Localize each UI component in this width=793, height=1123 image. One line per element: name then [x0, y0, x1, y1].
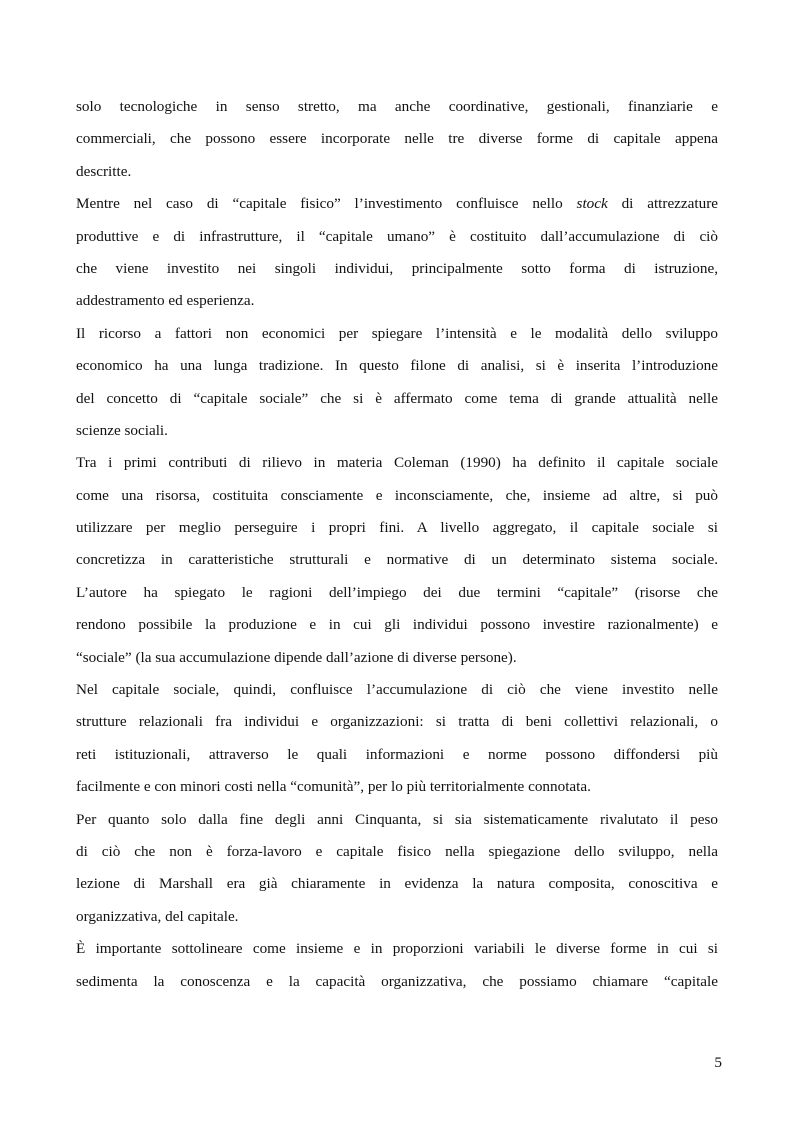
- page-number: 5: [714, 1054, 722, 1071]
- text-segment: Mentre nel caso di “capitale fisico” l’investimento confluisce nello: [76, 195, 563, 213]
- text-line: economico ha una lunga tradizione. In questo filone di analisi, si è inserita l’introduzione: [76, 357, 718, 375]
- paragraph-4: [76, 447, 718, 674]
- text-line: di ciò che non è forza-lavoro e capitale fisico nella spiegazione dello sviluppo, nella: [76, 842, 718, 860]
- text-line: Tra i primi contributi di rilievo in materia Coleman (1990) ha definito il capitale sociale: [76, 454, 718, 472]
- text-segment: di attrezzature: [621, 195, 719, 213]
- text-line: Per quanto solo dalla fine degli anni Cinquanta, si sia sistematicamente rivalutato il peso: [76, 810, 718, 828]
- text-line: che viene investito nei singoli individui, principalmente sotto forma di istruzione,: [76, 259, 718, 277]
- text-line: rendono possibile la produzione e in cui gli individui possono investire razionalmente) e: [76, 616, 718, 634]
- italic-term: stock: [576, 195, 608, 213]
- text-line: L’autore ha spiegato le ragioni dell’impiego dei due termini “capitale” (risorse che: [76, 583, 718, 601]
- text-line: produttive e di infrastrutture, il “capitale umano” è costituito dall’accumulazione di ciò: [76, 227, 718, 245]
- text-line: del concetto di “capitale sociale” che si è affermato come tema di grande attualità nelle: [76, 389, 718, 407]
- text-line: È importante sottolineare come insieme e in proporzioni variabili le diverse forme in cui si: [76, 940, 718, 958]
- text-line: concretizza in caratteristiche strutturali e normative di un determinato sistema sociale.: [76, 551, 718, 569]
- text-line: sedimenta la conoscenza e la capacità organizzativa, che possiamo chiamare “capitale: [76, 972, 718, 990]
- paragraph-7: [76, 933, 718, 998]
- paragraph-1: [76, 91, 718, 188]
- text-line: commerciali, che possono essere incorporate nelle tre diverse forme di capitale appena: [76, 130, 718, 148]
- text-line: strutture relazionali fra individui e organizzazioni: si tratta di beni collettivi relazionali, o: [76, 713, 718, 731]
- text-line: lezione di Marshall era già chiaramente in evidenza la natura composita, conoscitiva e: [76, 875, 718, 893]
- document-body: [76, 91, 718, 998]
- text-line: scienze sociali.: [76, 421, 168, 439]
- text-line: reti istituzionali, attraverso le quali informazioni e norme possono diffondersi più: [76, 745, 718, 763]
- text-line: Nel capitale sociale, quindi, confluisce l’accumulazione di ciò che viene investito nelle: [76, 681, 718, 699]
- text-line: solo tecnologiche in senso stretto, ma anche coordinative, gestionali, finanziarie e: [76, 98, 718, 115]
- text-line-with-italic: [76, 188, 718, 220]
- text-line: Il ricorso a fattori non economici per spiegare l’intensità e le modalità dello sviluppo: [76, 324, 718, 342]
- paragraph-6: [76, 804, 718, 934]
- text-line: come una risorsa, costituita consciamente e inconsciamente, che, insieme ad altre, si può: [76, 486, 718, 504]
- text-line: facilmente e con minori costi nella “comunità”, per lo più territorialmente connotata.: [76, 778, 591, 796]
- text-line: addestramento ed esperienza.: [76, 292, 255, 310]
- text-line: “sociale” (la sua accumulazione dipende dall’azione di diverse persone).: [76, 648, 517, 666]
- paragraph-5: [76, 674, 718, 804]
- text-line: descritte.: [76, 162, 132, 180]
- text-line: organizzativa, del capitale.: [76, 907, 239, 925]
- text-line: utilizzare per meglio perseguire i propri fini. A livello aggregato, il capitale sociale si: [76, 519, 718, 537]
- paragraph-2: [76, 188, 718, 318]
- paragraph-3: [76, 318, 718, 448]
